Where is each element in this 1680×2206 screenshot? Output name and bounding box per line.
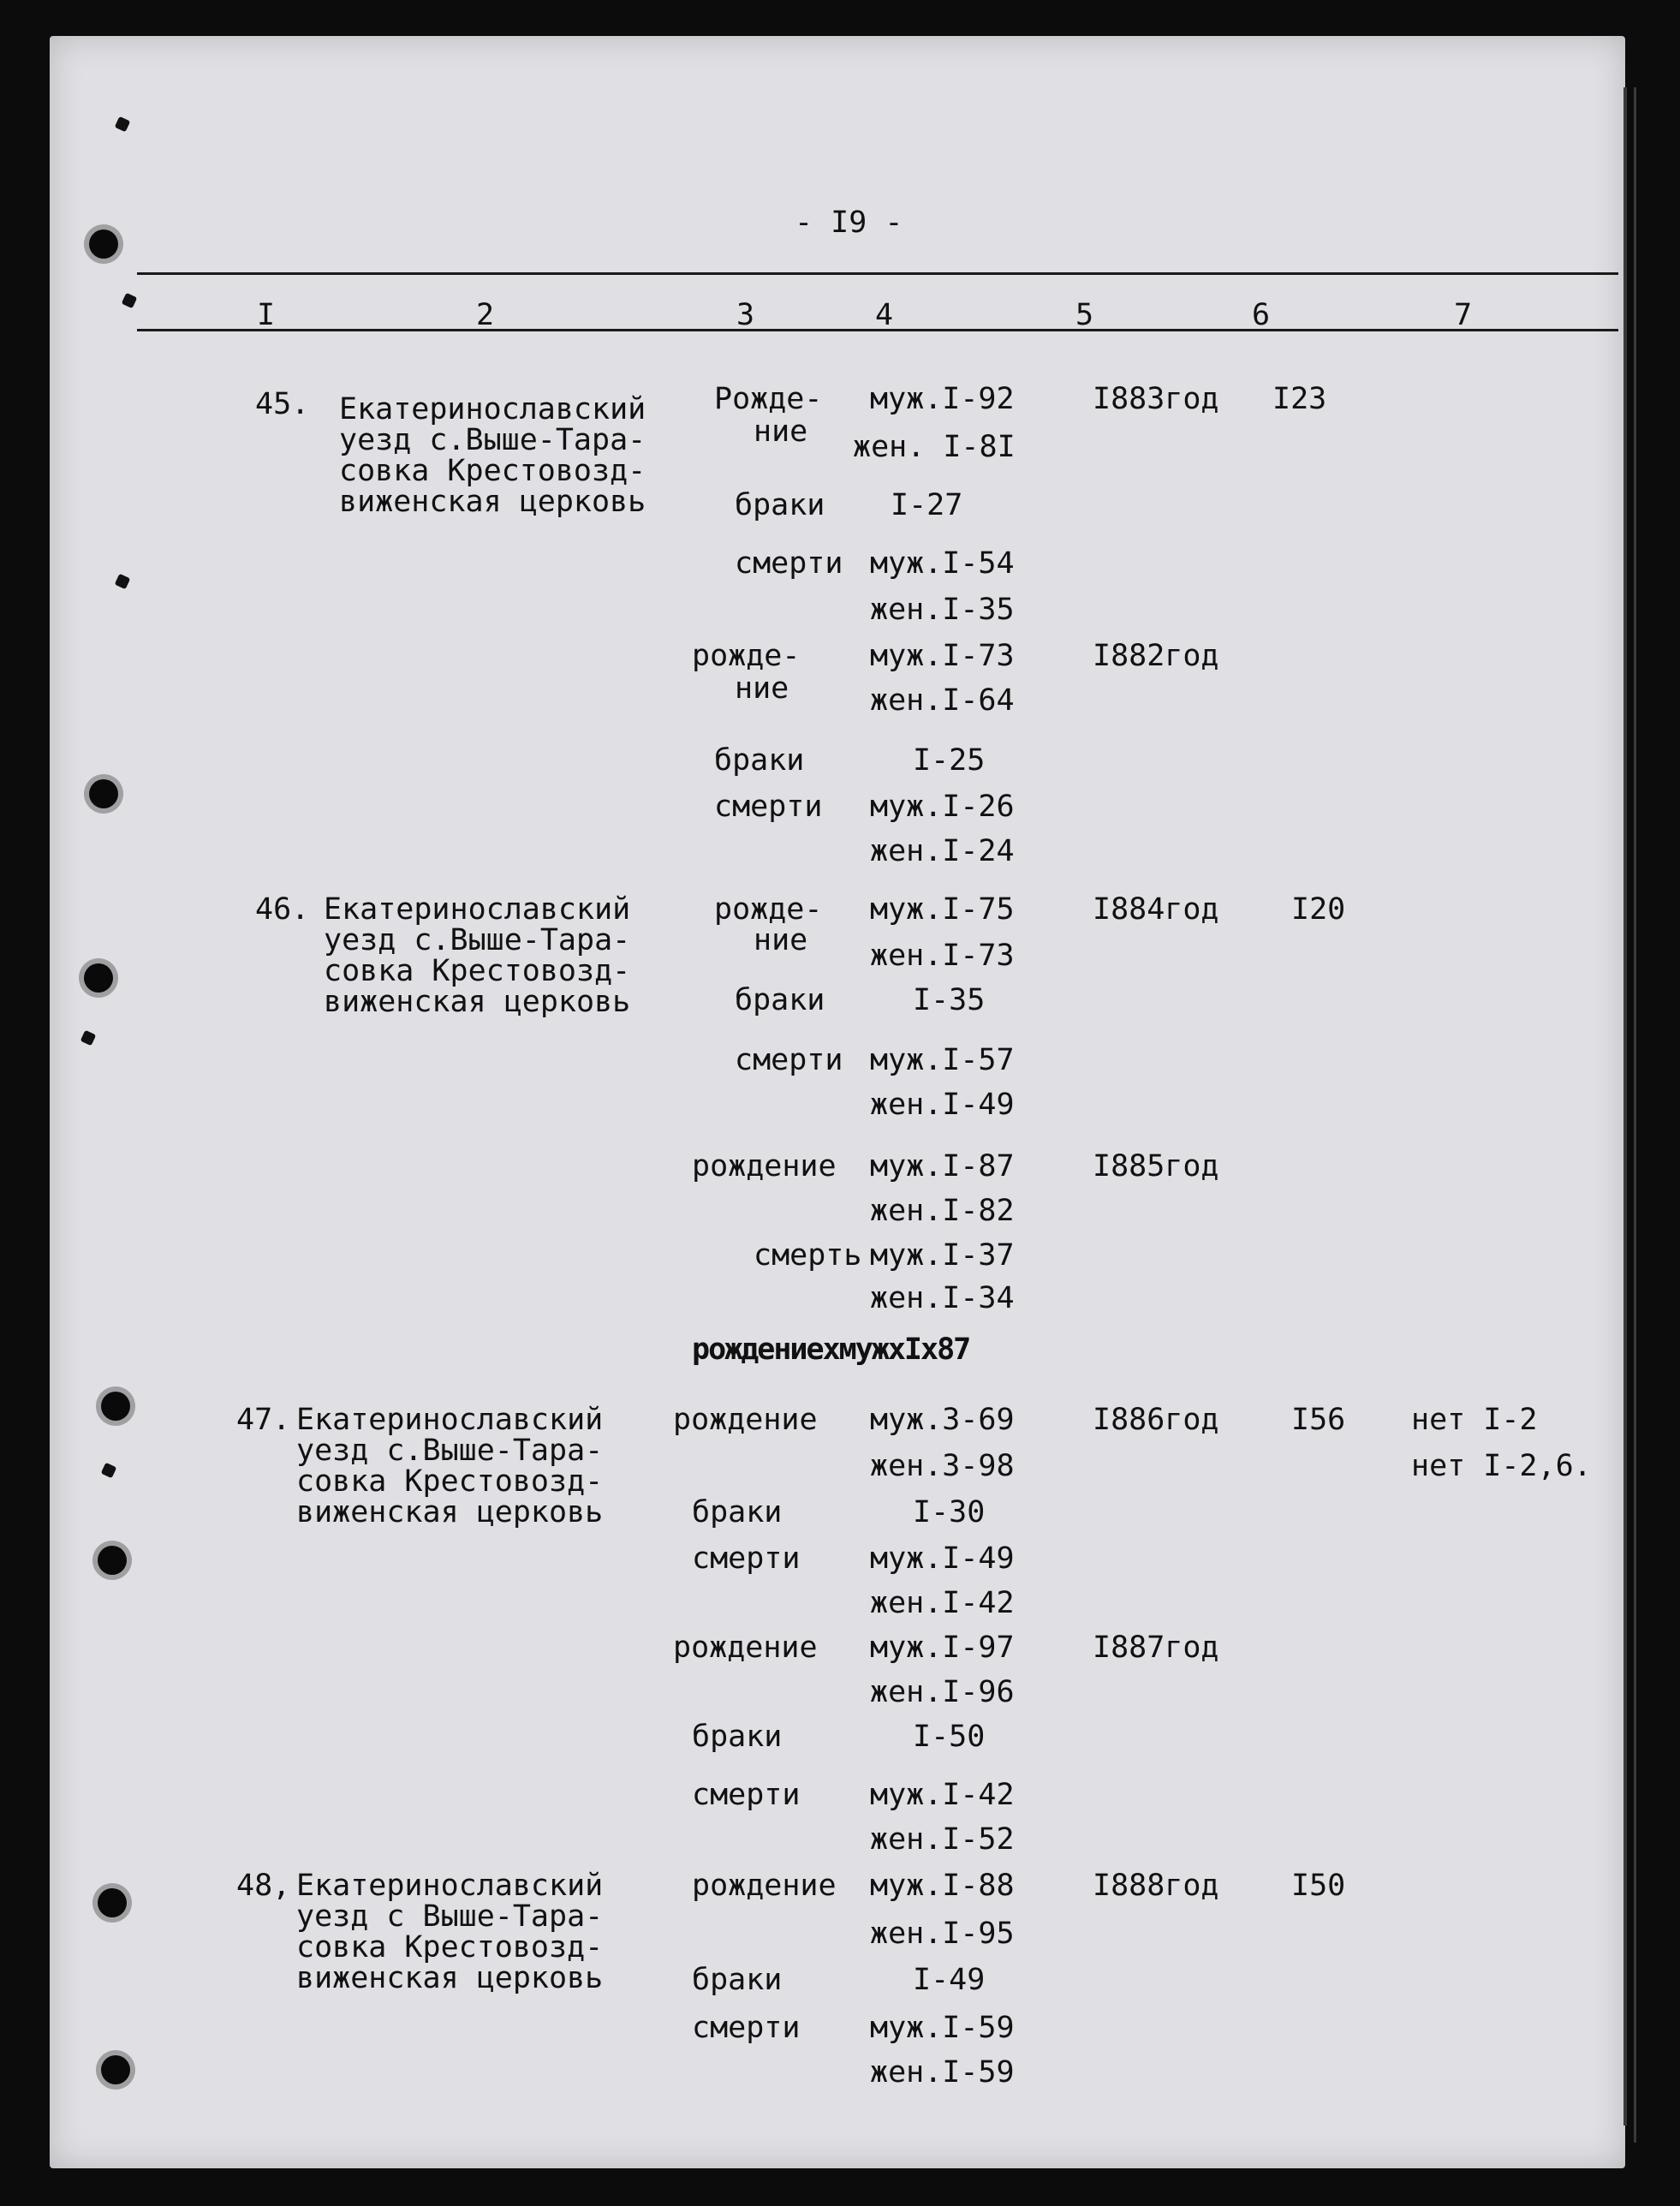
entry-name-line: Екатеринославский: [296, 1869, 604, 1903]
entry-number: 46.: [255, 892, 310, 927]
record-count: жен.I-24: [870, 834, 1015, 868]
entry-name-line: уезд с Выше-Тара-: [296, 1899, 604, 1934]
entry-name-line: совка Крестовозд-: [339, 454, 646, 488]
document-page: [50, 36, 1625, 2168]
punch-hole: [98, 1546, 127, 1575]
year: I888год: [1093, 1869, 1219, 1903]
record-count: муж.I-49: [870, 1541, 1015, 1576]
record-type: браки: [735, 488, 825, 522]
entry-number: 45.: [255, 387, 310, 421]
record-count: I-30: [913, 1495, 986, 1529]
record-type: браки: [692, 1720, 783, 1754]
record-count: жен.I-73: [870, 939, 1015, 973]
column-number: 5: [1075, 298, 1094, 332]
column-number: 3: [736, 298, 755, 332]
year: I886год: [1093, 1403, 1219, 1437]
entry-name-line: уезд с.Выше-Тара-: [296, 1434, 604, 1468]
total: I56: [1291, 1403, 1346, 1437]
record-type: рождение: [673, 1403, 818, 1437]
record-type: рождение: [673, 1631, 818, 1665]
record-count: жен.I-59: [870, 2055, 1015, 2090]
record-type: рожде-: [714, 892, 823, 927]
record-count: муж.I-26: [870, 790, 1015, 824]
total: I23: [1272, 382, 1327, 416]
record-count: жен.3-98: [870, 1449, 1015, 1483]
record-type: браки: [735, 983, 825, 1017]
record-type: ние: [735, 671, 789, 706]
record-count: муж.I-42: [870, 1778, 1015, 1812]
record-count: муж.I-54: [870, 546, 1015, 581]
entry-name-line: уезд с.Выше-Тара-: [324, 923, 631, 957]
record-count: жен.I-96: [870, 1675, 1015, 1709]
entry-name-line: виженская церковь: [339, 485, 646, 519]
page-edge-line: [1623, 87, 1627, 2126]
entry-name-line: виженская церковь: [296, 1961, 604, 1995]
record-count: I-27: [891, 488, 963, 522]
punch-hole: [101, 1392, 130, 1421]
header-rule-top: [137, 272, 1618, 275]
column-number: 6: [1252, 298, 1271, 332]
record-count: муж.3-69: [870, 1403, 1015, 1437]
record-type: браки: [714, 743, 805, 778]
record-type: рожде-: [692, 639, 801, 673]
record-count: I-35: [913, 983, 986, 1017]
column-number: I: [257, 298, 276, 332]
entry-name-line: виженская церковь: [324, 985, 631, 1019]
record-count: муж.I-92: [870, 382, 1015, 416]
record-count: муж.I-75: [870, 892, 1015, 927]
record-type: смерти: [735, 546, 843, 581]
record-count: жен. I-8I: [853, 430, 1016, 464]
column-number: 4: [875, 298, 894, 332]
record-count: жен.I-64: [870, 683, 1015, 718]
entry-number: 47.: [236, 1403, 291, 1437]
record-count: жен.I-95: [870, 1917, 1015, 1951]
year: I882год: [1093, 639, 1219, 673]
year: I884год: [1093, 892, 1219, 927]
entry-name-line: Екатеринославский: [324, 892, 631, 927]
record-count: жен.I-35: [870, 593, 1015, 627]
record-type: рождение: [692, 1869, 837, 1903]
record-type: браки: [692, 1963, 783, 1997]
entry-name-line: совка Крестовозд-: [296, 1464, 604, 1499]
record-count: жен.I-42: [870, 1586, 1015, 1620]
page-edge-line: [1634, 87, 1636, 2143]
punch-hole: [89, 779, 118, 808]
struck-out-line: рождениехмужхIх87: [692, 1333, 970, 1367]
record-count: I-49: [913, 1963, 986, 1997]
record-count: муж.I-57: [870, 1043, 1015, 1077]
entry-name-line: Екатеринославский: [296, 1403, 604, 1437]
entry-name-line: уезд с.Выше-Тара-: [339, 423, 646, 457]
punch-hole: [98, 1888, 127, 1917]
entry-number: 48,: [236, 1869, 291, 1903]
punch-hole: [89, 230, 118, 259]
record-type: смерти: [692, 2011, 801, 2045]
note: нет I-2: [1411, 1403, 1538, 1437]
entry-name-line: совка Крестовозд-: [296, 1930, 604, 1965]
column-number: 7: [1454, 298, 1473, 332]
record-count: муж.I-88: [870, 1869, 1015, 1903]
record-count: муж.I-59: [870, 2011, 1015, 2045]
note: нет I-2,6.: [1411, 1449, 1592, 1483]
year: I883год: [1093, 382, 1219, 416]
record-type: смерти: [692, 1541, 801, 1576]
record-count: I-50: [913, 1720, 986, 1754]
entry-name-line: виженская церковь: [296, 1495, 604, 1529]
record-count: муж.I-73: [870, 639, 1015, 673]
record-type: ние: [754, 414, 808, 449]
record-count: I-25: [913, 743, 986, 778]
punch-hole: [84, 963, 113, 993]
year: I885год: [1093, 1149, 1219, 1183]
punch-hole: [101, 2055, 130, 2084]
record-type: ние: [754, 923, 808, 957]
record-type: браки: [692, 1495, 783, 1529]
entry-name-line: совка Крестовозд-: [324, 954, 631, 988]
record-type: рождение: [692, 1149, 837, 1183]
record-type: смерть: [754, 1238, 862, 1273]
record-type: смерти: [714, 790, 823, 824]
record-count: жен.I-82: [870, 1194, 1015, 1228]
total: I20: [1291, 892, 1346, 927]
record-count: жен.I-49: [870, 1088, 1015, 1122]
column-number: 2: [476, 298, 495, 332]
record-count: жен.I-34: [870, 1281, 1015, 1315]
total: I50: [1291, 1869, 1346, 1903]
record-count: муж.I-97: [870, 1631, 1015, 1665]
record-type: смерти: [735, 1043, 843, 1077]
record-count: муж.I-37: [870, 1238, 1015, 1273]
record-type: Рожде-: [714, 382, 823, 416]
entry-name-line: Екатеринославский: [339, 392, 646, 426]
record-type: смерти: [692, 1778, 801, 1812]
record-count: муж.I-87: [870, 1149, 1015, 1183]
year: I887год: [1093, 1631, 1219, 1665]
page-number: - I9 -: [795, 206, 903, 240]
record-count: жен.I-52: [870, 1822, 1015, 1857]
